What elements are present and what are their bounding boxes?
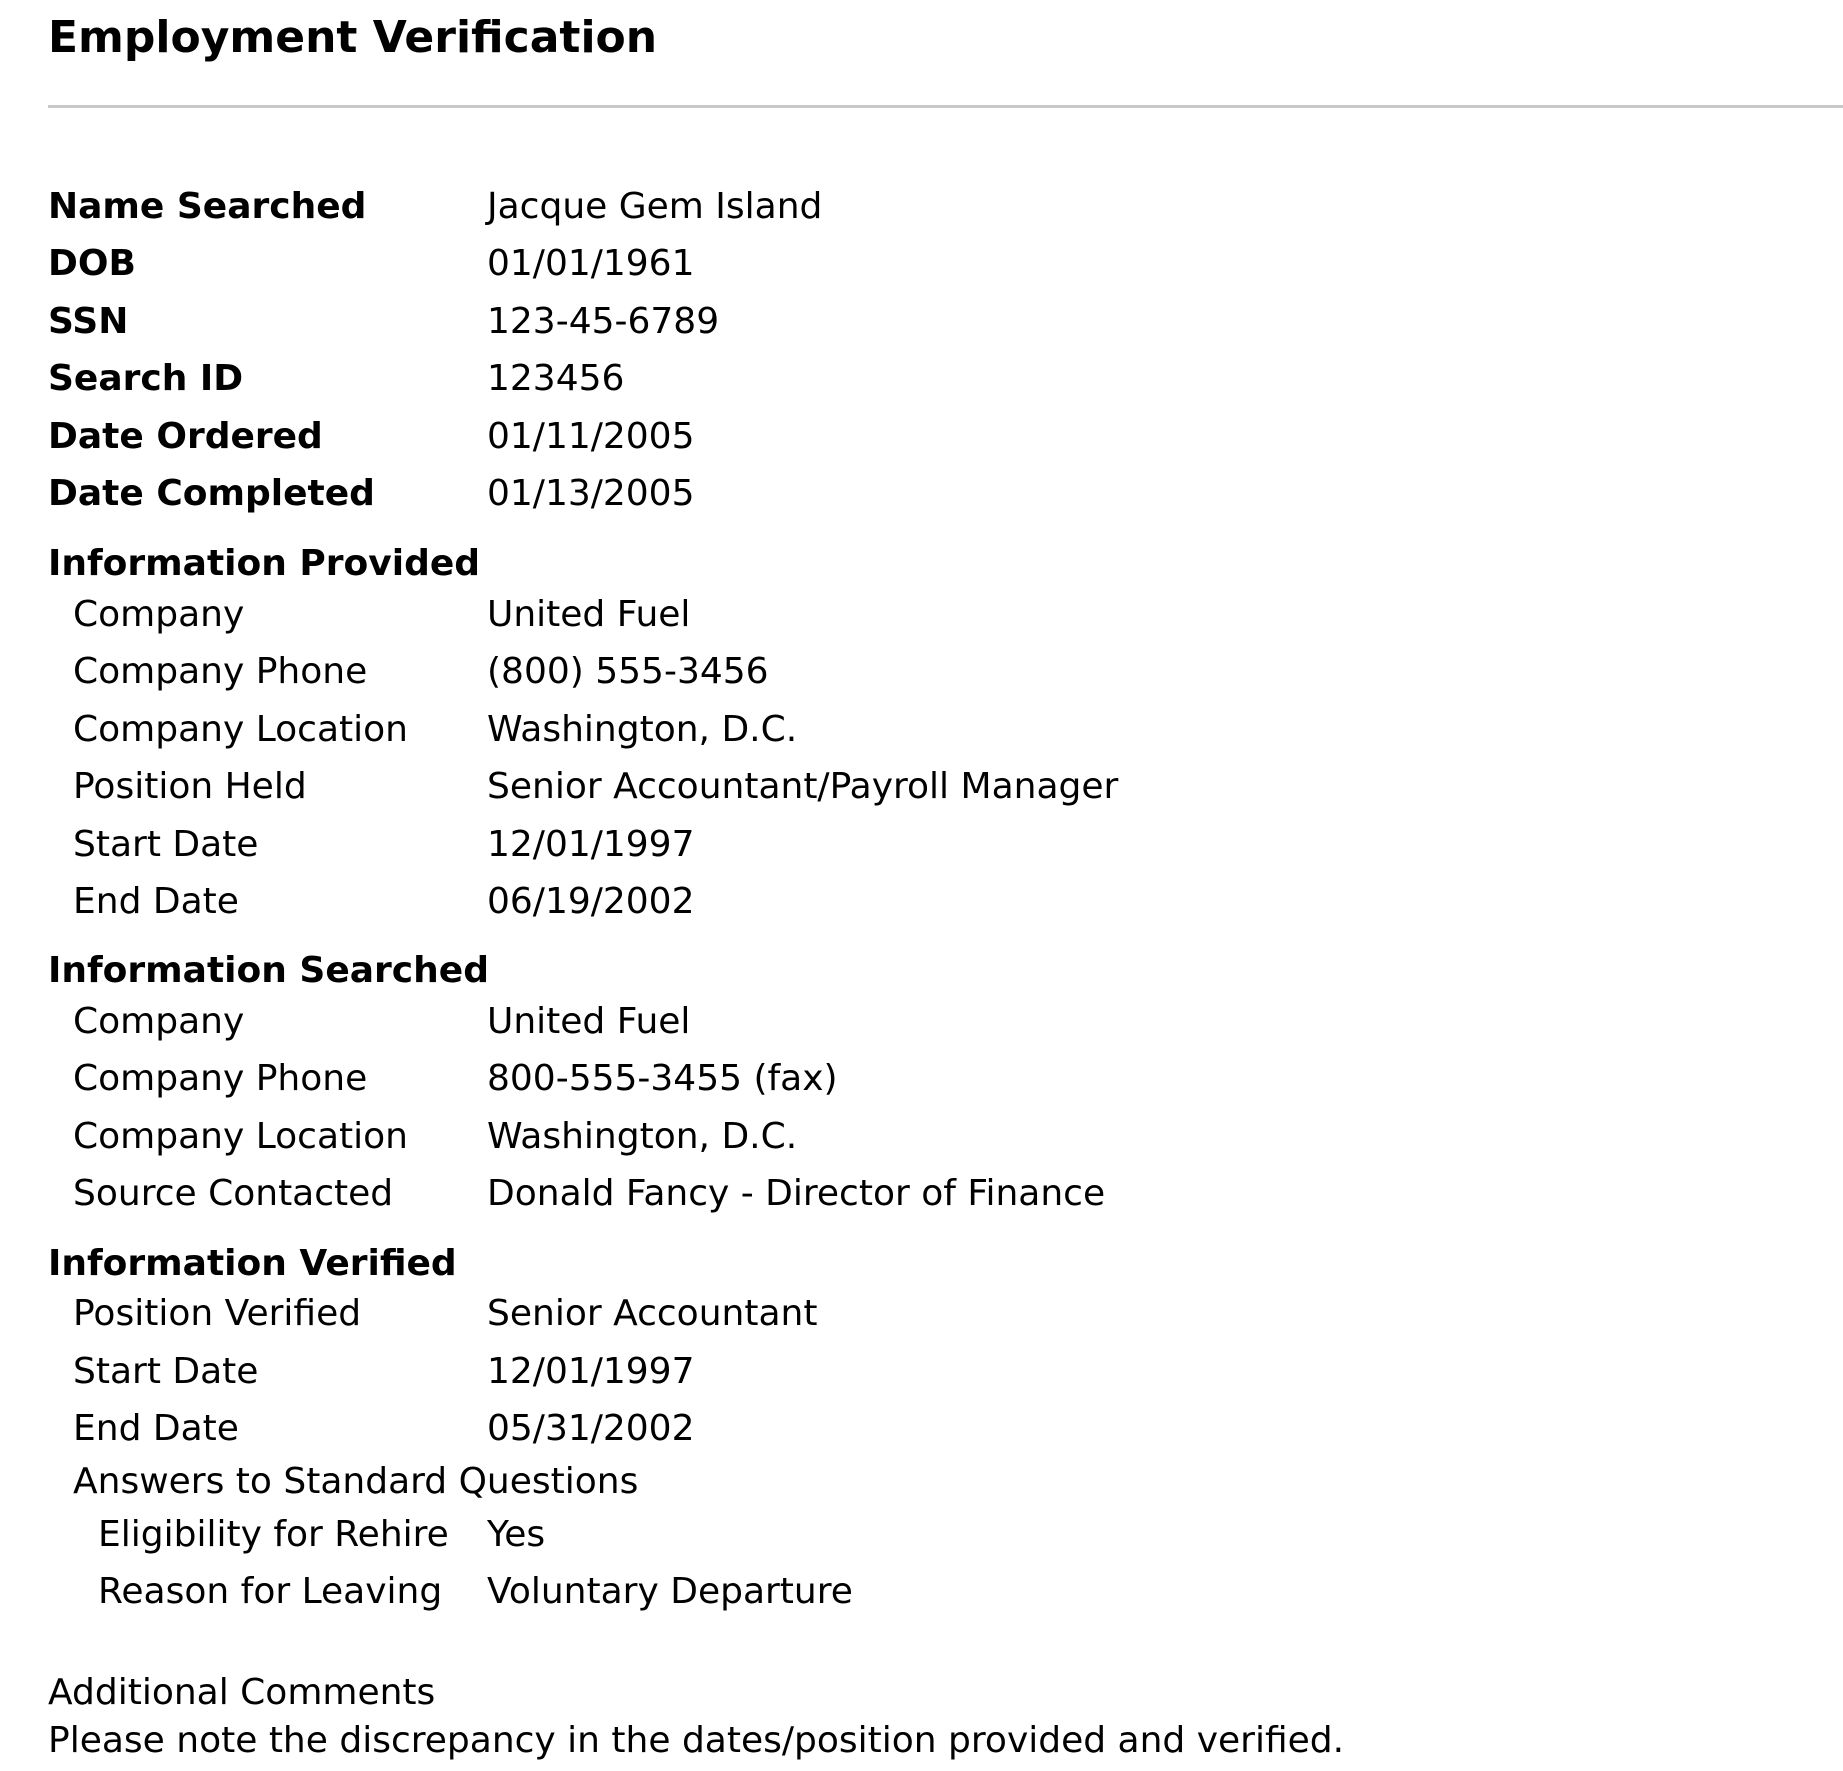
field-label: Position Verified (73, 1293, 362, 1334)
field-label: Position Held (73, 766, 307, 807)
field-value: 123456 (487, 358, 625, 399)
section-heading-information-provided: Information Provided (48, 543, 481, 584)
field-value: 06/19/2002 (487, 881, 695, 922)
section-heading-information-searched: Information Searched (48, 950, 489, 991)
field-value: 123-45-6789 (487, 301, 720, 342)
field-label: End Date (73, 1408, 239, 1449)
page-title: Employment Verification (48, 12, 658, 63)
field-value: Washington, D.C. (487, 709, 798, 750)
field-value: 12/01/1997 (487, 1351, 695, 1392)
title-divider (48, 105, 1843, 108)
standard-questions-heading: Answers to Standard Questions (73, 1461, 639, 1502)
field-value: Jacque Gem Island (487, 186, 823, 227)
field-value: 01/13/2005 (487, 473, 695, 514)
field-value: Washington, D.C. (487, 1116, 798, 1157)
field-value: 12/01/1997 (487, 824, 695, 865)
field-label: Company Phone (73, 651, 368, 692)
field-label: Eligibility for Rehire (98, 1514, 449, 1555)
field-label: SSN (48, 301, 129, 342)
section-heading-information-verified: Information Verified (48, 1243, 457, 1284)
field-value: Senior Accountant (487, 1293, 818, 1334)
field-label: DOB (48, 243, 136, 284)
field-value: (800) 555-3456 (487, 651, 769, 692)
field-label: End Date (73, 881, 239, 922)
field-label: Company (73, 1001, 245, 1042)
field-label: Company (73, 594, 245, 635)
field-label: Search ID (48, 358, 244, 399)
field-label: Source Contacted (73, 1173, 394, 1214)
field-value: 800-555-3455 (fax) (487, 1058, 838, 1099)
field-label: Company Phone (73, 1058, 368, 1099)
field-value: 01/01/1961 (487, 243, 695, 284)
field-value: Voluntary Departure (487, 1571, 853, 1612)
field-value: Yes (487, 1514, 546, 1555)
field-value: United Fuel (487, 1001, 691, 1042)
field-value: Donald Fancy - Director of Finance (487, 1173, 1106, 1214)
field-label: Date Ordered (48, 416, 323, 457)
field-label: Company Location (73, 709, 408, 750)
field-label: Date Completed (48, 473, 375, 514)
additional-comments-heading: Additional Comments (48, 1672, 436, 1713)
field-label: Start Date (73, 824, 259, 865)
field-value: Senior Accountant/Payroll Manager (487, 766, 1119, 807)
field-value: 01/11/2005 (487, 416, 695, 457)
additional-comments-text: Please note the discrepancy in the dates/position provided and verified. (48, 1720, 1345, 1761)
field-label: Reason for Leaving (98, 1571, 443, 1612)
field-value: 05/31/2002 (487, 1408, 695, 1449)
field-label: Name Searched (48, 186, 367, 227)
field-label: Start Date (73, 1351, 259, 1392)
field-value: United Fuel (487, 594, 691, 635)
field-label: Company Location (73, 1116, 408, 1157)
